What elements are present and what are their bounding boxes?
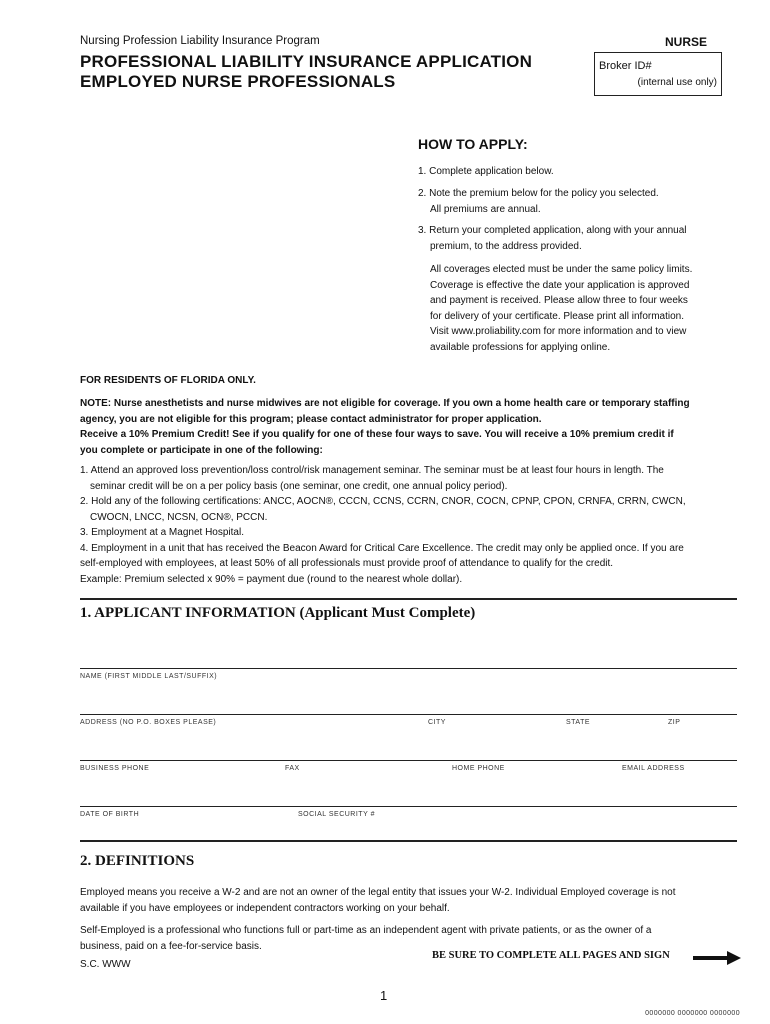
broker-id-note: (internal use only) [637, 77, 717, 88]
credit-line: Receive a 10% Premium Credit! See if you qualify for one of these four ways to save. You will receive a 10% premium credit if [80, 429, 674, 440]
home-phone-label: HOME PHONE [452, 765, 505, 772]
section-divider [80, 840, 737, 842]
email-input[interactable] [622, 732, 737, 759]
dob-label: DATE OF BIRTH [80, 811, 140, 818]
arrow-right-icon [693, 951, 741, 965]
list-item: 3. Employment at a Magnet Hospital. [80, 527, 244, 538]
note-block [80, 396, 740, 458]
list-item: 4. Employment in a unit that has received the Beacon Award for Critical Care Excellence. The credit may only be applied once. If you are [80, 542, 684, 554]
list-item: 1. Attend an approved loss prevention/loss control/risk management seminar. The seminar must be at least four hours in length. The [80, 465, 664, 476]
business-phone-input[interactable] [80, 732, 275, 759]
address-field-label: ADDRESS (NO P.O. BOXES PLEASE) [80, 719, 217, 726]
fax-label: FAX [285, 765, 300, 772]
step-1: 1. Complete application below. [418, 166, 554, 177]
broker-id-label: Broker ID# [599, 60, 652, 72]
self-employed-def-line: business, paid on a fee-for-service basis. [80, 940, 262, 952]
program-name: Nursing Profession Liability Insurance Program [80, 35, 320, 47]
zip-input[interactable] [668, 686, 737, 713]
coverage-line: Visit www.proliability.com for more information and to view [430, 326, 687, 337]
broker-id-box[interactable] [594, 52, 722, 96]
address-input[interactable] [80, 686, 420, 713]
coverage-paragraph [430, 262, 720, 355]
email-label: EMAIL ADDRESS [622, 765, 685, 772]
list-item: self-employed with employees, at least 50% of all professionals must provide proof of attendance to qualify for the credit. [80, 558, 614, 569]
step-2-line1: 2. Note the premium below for the policy you selected. [418, 188, 659, 199]
credit-list [80, 463, 740, 587]
field-line [80, 668, 737, 669]
page-number: 1 [380, 988, 388, 1003]
fax-input[interactable] [285, 732, 445, 759]
coverage-line: All coverages elected must be under the same policy limits. [430, 264, 693, 275]
step-2 [418, 186, 718, 217]
name-input[interactable] [80, 640, 737, 667]
field-line [80, 714, 737, 715]
city-input[interactable] [428, 686, 558, 713]
list-item: Example: Premium selected x 90% = payment due (round to the nearest whole dollar). [80, 573, 463, 585]
florida-notice: FOR RESIDENTS OF FLORIDA ONLY. [80, 375, 256, 386]
page-title-line2: EMPLOYED NURSE PROFESSIONALS [80, 72, 396, 91]
note-line: NOTE: Nurse anesthetists and nurse midwives are not eligible for coverage. If you own a home health care or temporary staffing [80, 398, 690, 409]
zip-field-label: ZIP [668, 719, 681, 726]
section-1-title: 1. APPLICANT INFORMATION (Applicant Must Complete) [80, 605, 476, 621]
section-divider [80, 598, 737, 600]
coverage-line: available professions for applying online. [430, 341, 611, 353]
page-title-line1: PROFESSIONAL LIABILITY INSURANCE APPLICATION [80, 52, 533, 71]
home-phone-input[interactable] [452, 732, 612, 759]
ssn-label: SOCIAL SECURITY # [298, 811, 375, 818]
self-employed-def-line: Self-Employed is a professional who functions full or part-time as an independent agent with private patients, or as the owner of a [80, 925, 652, 936]
be-sure-notice: BE SURE TO COMPLETE ALL PAGES AND SIGN [432, 950, 670, 961]
dob-input[interactable] [80, 778, 290, 805]
step-3-line2: premium, to the address provided. [430, 240, 582, 252]
city-field-label: CITY [428, 719, 446, 726]
form-code: NURSE [664, 35, 707, 49]
step-2-line2: All premiums are annual. [430, 203, 541, 215]
list-item: CWOCN, LNCC, NCSN, OCN®, PCCN. [90, 511, 268, 523]
document-code: 0000000 0000000 0000000 [645, 1010, 740, 1017]
how-to-apply-heading: HOW TO APPLY: [418, 136, 528, 152]
step-3-line1: 3. Return your completed application, along with your annual [418, 225, 687, 236]
coverage-line: and payment is received. Please allow three to four weeks [430, 295, 688, 306]
ssn-input[interactable] [298, 778, 548, 805]
employed-def-line: Employed means you receive a W-2 and are not an owner of the legal entity that issues your W-2. Individual Employed coverage is not [80, 887, 676, 898]
state-code: S.C. WWW [80, 959, 131, 970]
state-field-label: STATE [566, 719, 591, 726]
state-input[interactable] [566, 686, 661, 713]
list-item: 2. Hold any of the following certifications: ANCC, AOCN®, CCCN, CCNS, CCRN, CNOR, COCN, CPNP, CPON, CRNFA, CRRN, CWCN, [80, 496, 686, 507]
field-line [80, 760, 737, 761]
section-2-title: 2. DEFINITIONS [80, 853, 195, 869]
business-phone-label: BUSINESS PHONE [80, 765, 150, 772]
coverage-line: for delivery of your certificate. Please print all information. [430, 310, 684, 322]
credit-line: you complete or participate in one of the following: [80, 444, 323, 456]
definitions-block [80, 885, 740, 916]
step-3 [418, 223, 718, 254]
field-line [80, 806, 737, 807]
name-field-label: NAME (FIRST MIDDLE LAST/SUFFIX) [80, 673, 218, 680]
employed-def-line: available if you have employees or independent contractors working on your behalf. [80, 902, 450, 914]
coverage-line: Coverage is effective the date your application is approved [430, 279, 690, 291]
list-item: seminar credit will be on a per policy basis (one seminar, one credit, one annual policy period). [90, 480, 508, 492]
note-line: agency, you are not eligible for this program; please contact administrator for proper application. [80, 413, 542, 425]
